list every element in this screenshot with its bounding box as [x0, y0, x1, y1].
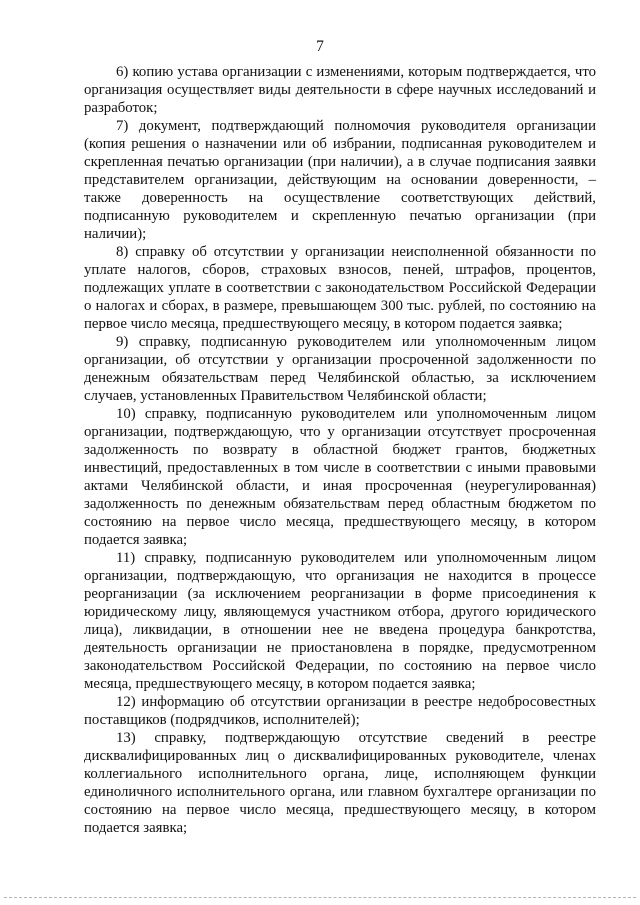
paragraph-item-10: 10) справку, подписанную руководителем или уполномоченным лицом организации, подтверждающую, что у организации отсутствует просроченная задолженность по возврату в областной бюджет грантов, бюджетных инвестиций, предоставленных в том числе в соответствии с иными правовыми актами Челябинской области, и иная просроченная (неурегулированная) задолженность по денежным обязательствам перед областным бюджетом по состоянию на первое число месяца, предшествующего месяцу, в котором подается заявка;: [84, 406, 596, 548]
page-number: 7: [316, 38, 324, 55]
document-body: [84, 63, 596, 837]
paragraph-item-13: 13) справку, подтверждающую отсутствие сведений в реестре дисквалифицированных лиц о дисквалифицированных руководителе, членах коллегиального исполнительного органа, лице, исполняющем функции единоличного исполнительного органа, или главном бухгалтере организации по состоянию на первое число месяца, предшествующего месяцу, в котором подается заявка;: [84, 730, 596, 836]
scan-edge-line: [4, 897, 636, 898]
paragraph-item-6: 6) копию устава организации с изменениями, которым подтверждается, что организация осуществляет виды деятельности в сфере научных исследований и разработок;: [84, 64, 596, 116]
paragraph-item-8: 8) справку об отсутствии у организации неисполненной обязанности по уплате налогов, сборов, страховых взносов, пеней, штрафов, процентов, подлежащих уплате в соответствии с законодательством Российской Федерации о налогах и сборах, в размере, превышающем 300 тыс. рублей, по состоянию на первое число месяца, предшествующего месяцу, в котором подается заявка;: [84, 244, 596, 332]
paragraph-item-7: 7) документ, подтверждающий полномочия руководителя организации (копия решения о назначении или об избрании, подписанная руководителем и скрепленная печатью организации (при наличии), а в случае подписания заявки представителем организации, действующим на основании доверенности, – также доверенность на осуществление соответствующих действий, подписанную руководителем и скрепленную печатью организации (при наличии);: [84, 118, 596, 242]
paragraph-item-12: 12) информацию об отсутствии организации в реестре недобросовестных поставщиков (подрядчиков, исполнителей);: [84, 694, 596, 728]
paragraph-item-11: 11) справку, подписанную руководителем или уполномоченным лицом организации, подтверждающую, что организация не находится в процессе реорганизации (за исключением реорганизации в форме присоединения к юридическому лицу, являющемуся участником отбора, другого юридического лица), ликвидации, в отношении нее не введена процедура банкротства, деятельность организации не приостановлена в порядке, предусмотренном законодательством Российской Федерации, по состоянию на первое число месяца, предшествующего месяцу, в котором подается заявка;: [84, 550, 596, 692]
paragraph-item-9: 9) справку, подписанную руководителем или уполномоченным лицом организации, об отсутствии у организации просроченной задолженности по денежным обязательствам перед Челябинской областью, за исключением случаев, установленных Правительством Челябинской области;: [84, 334, 596, 404]
